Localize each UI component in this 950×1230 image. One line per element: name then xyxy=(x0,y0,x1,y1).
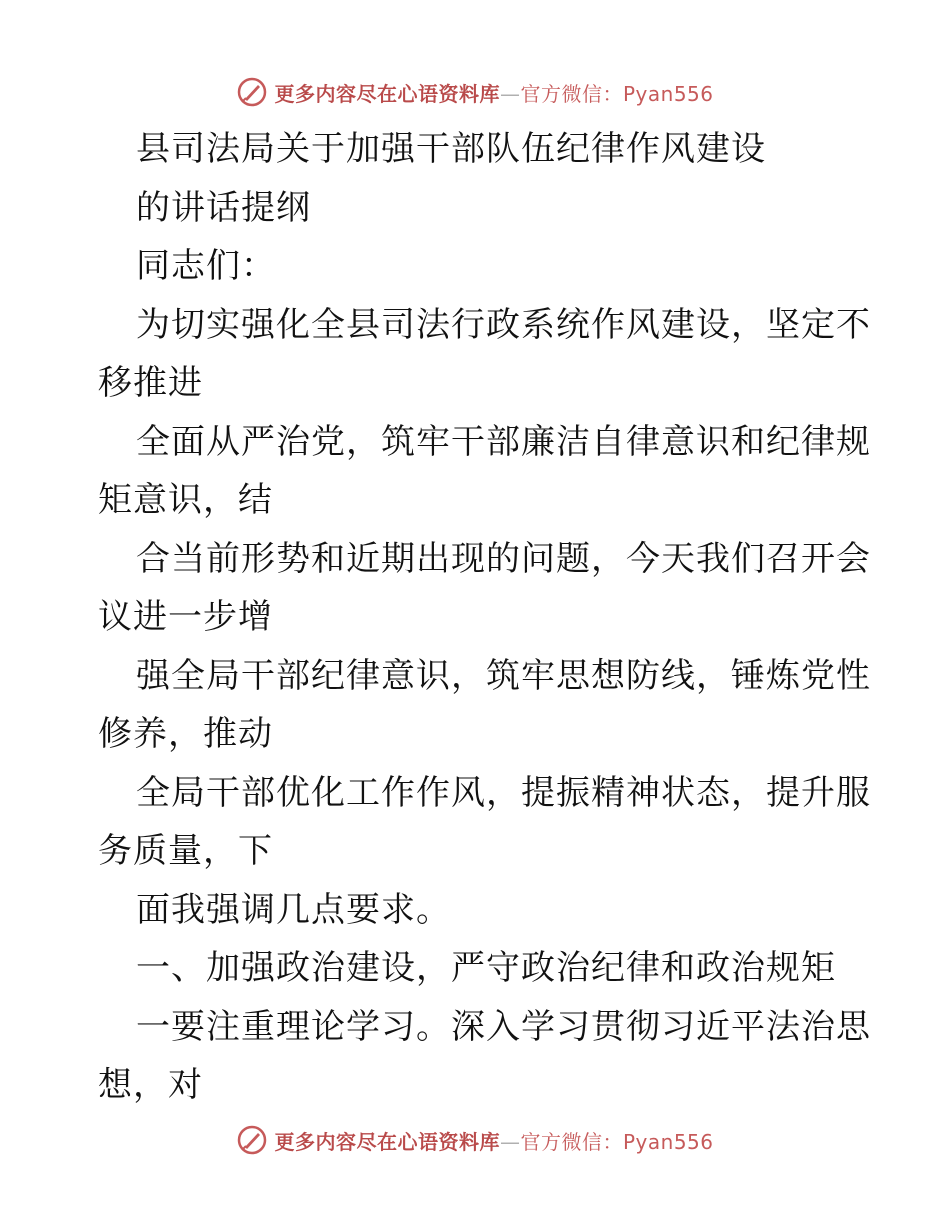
paragraph-line: 合当前形势和近期出现的问题，今天我们召开会 xyxy=(136,538,871,579)
footer-banner-wechat-label: 官方微信： xyxy=(520,1129,623,1154)
header-banner-main: 更多内容尽在心语资料库 xyxy=(274,81,500,106)
salutation: 同志们： xyxy=(136,246,276,286)
footer-banner-main: 更多内容尽在心语资料库 xyxy=(274,1129,500,1154)
paragraph-line: 务质量，下 xyxy=(98,831,273,871)
paragraph-line: 议进一步增 xyxy=(98,597,273,637)
section-heading: 一、加强政治建设，严守政治纪律和政治规矩 xyxy=(136,948,836,988)
paragraph-line: 移推进 xyxy=(98,363,203,403)
header-banner-separator: — xyxy=(499,81,521,106)
paragraph-line: 一要注重理论学习。深入学习贯彻习近平法治思 xyxy=(136,1006,871,1047)
document-title-line-1: 县司法局关于加强干部队伍纪律作风建设 xyxy=(136,129,766,169)
header-banner-wechat-id: Pyan556 xyxy=(622,81,714,106)
paragraph-line: 为切实强化全县司法行政系统作风建设，坚定不 xyxy=(136,304,871,345)
footer-banner-separator: — xyxy=(499,1129,521,1154)
footer-banner-text xyxy=(274,1126,713,1155)
quill-pen-icon xyxy=(236,76,268,108)
header-banner xyxy=(0,72,950,112)
document-title-line-2: 的讲话提纲 xyxy=(136,187,311,228)
footer-banner-wechat-id: Pyan556 xyxy=(622,1129,714,1154)
header-banner-wechat-label: 官方微信： xyxy=(520,81,623,106)
quill-pen-icon xyxy=(236,1124,268,1156)
paragraph-line: 全面从严治党，筑牢干部廉洁自律意识和纪律规 xyxy=(136,421,871,462)
header-banner-text xyxy=(274,78,713,107)
paragraph-line: 修养，推动 xyxy=(98,714,273,754)
paragraph-line: 强全局干部纪律意识，筑牢思想防线，锤炼党性 xyxy=(136,655,871,696)
paragraph-line: 矩意识，结 xyxy=(98,480,273,520)
paragraph-line: 面我强调几点要求。 xyxy=(136,889,451,930)
footer-banner xyxy=(0,1120,950,1160)
paragraph-line: 全局干部优化工作作风，提振精神状态，提升服 xyxy=(136,772,871,813)
paragraph-line: 想，对 xyxy=(98,1065,203,1105)
document-body xyxy=(98,120,871,1115)
